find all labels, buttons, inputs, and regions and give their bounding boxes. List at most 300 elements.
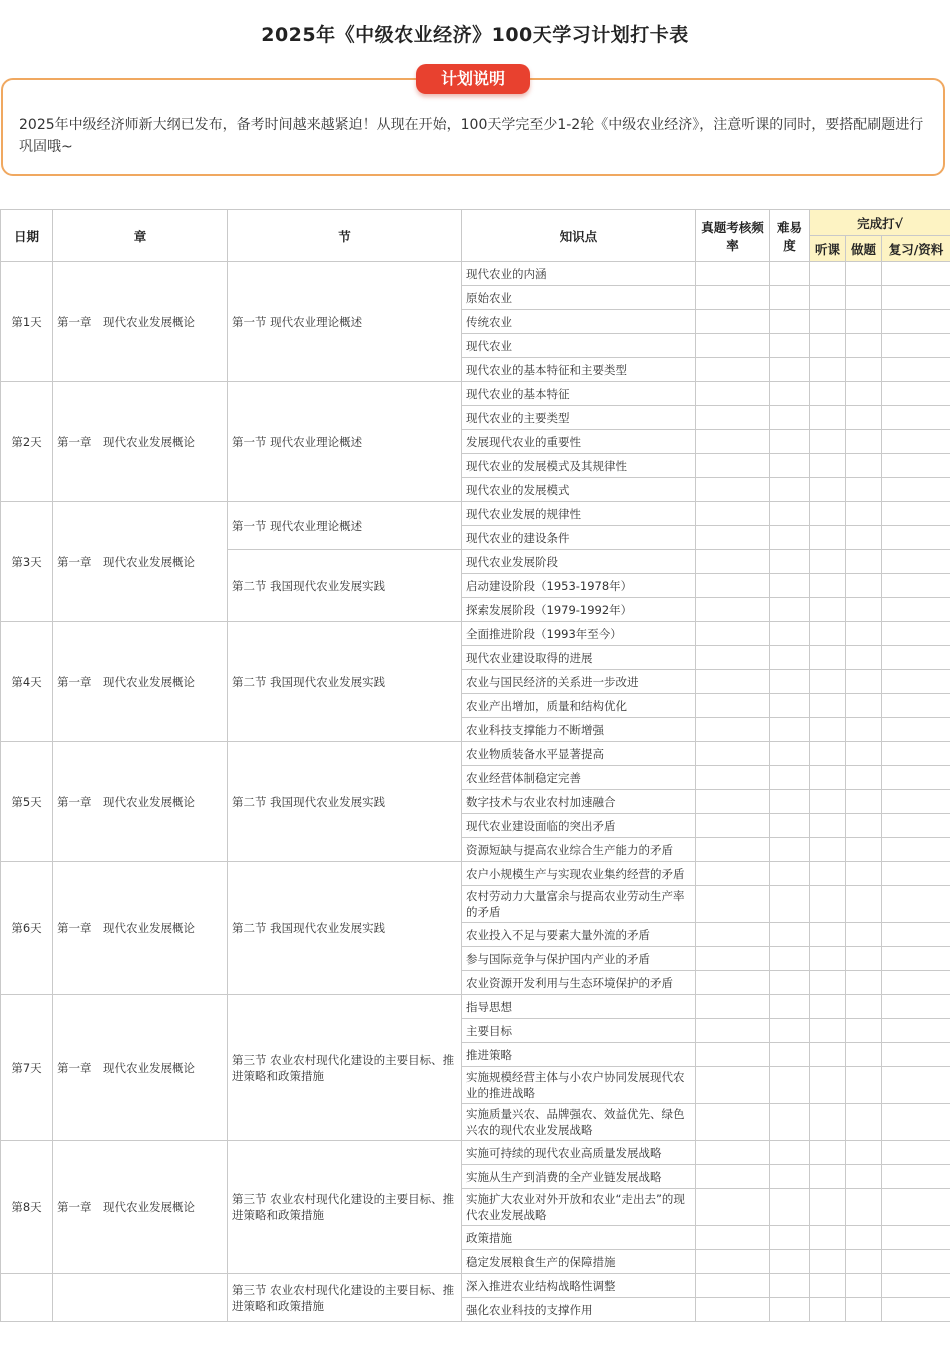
frequency-cell (696, 526, 770, 550)
review-checkbox-cell[interactable] (882, 1165, 950, 1189)
knowledge-point-cell: 稳定发展粮食生产的保障措施 (462, 1250, 696, 1274)
review-checkbox-cell[interactable] (882, 766, 950, 790)
section-cell: 第二节 我国现代农业发展实践 (228, 742, 462, 862)
frequency-cell (696, 862, 770, 886)
section-cell: 第二节 我国现代农业发展实践 (228, 622, 462, 742)
exercise-checkbox-cell[interactable] (846, 574, 882, 598)
frequency-cell (696, 622, 770, 646)
frequency-cell (696, 310, 770, 334)
knowledge-point-cell: 数字技术与农业农村加速融合 (462, 790, 696, 814)
table-row (1, 995, 950, 1019)
review-checkbox-cell[interactable] (882, 862, 950, 886)
knowledge-point-cell: 农业资源开发利用与生态环境保护的矛盾 (462, 971, 696, 995)
difficulty-cell (770, 430, 810, 454)
knowledge-point-cell: 现代农业建设取得的进展 (462, 646, 696, 670)
review-checkbox-cell[interactable] (882, 1104, 950, 1141)
exercise-checkbox-cell[interactable] (846, 310, 882, 334)
review-checkbox-cell[interactable] (882, 502, 950, 526)
difficulty-cell (770, 1189, 810, 1226)
knowledge-point-cell: 现代农业建设面临的突出矛盾 (462, 814, 696, 838)
section-cell: 第三节 农业农村现代化建设的主要目标、推进策略和政策措施 (228, 1274, 462, 1322)
review-checkbox-cell[interactable] (882, 358, 950, 382)
knowledge-point-cell: 现代农业的建设条件 (462, 526, 696, 550)
frequency-cell (696, 334, 770, 358)
knowledge-point-cell: 启动建设阶段（1953-1978年） (462, 574, 696, 598)
section-cell: 第二节 我国现代农业发展实践 (228, 550, 462, 622)
difficulty-cell (770, 262, 810, 286)
difficulty-cell (770, 923, 810, 947)
frequency-cell (696, 358, 770, 382)
exercise-checkbox-cell[interactable] (846, 1274, 882, 1298)
frequency-cell (696, 1298, 770, 1322)
difficulty-cell (770, 742, 810, 766)
listen-checkbox-cell[interactable] (810, 646, 846, 670)
review-checkbox-cell[interactable] (882, 995, 950, 1019)
knowledge-point-cell: 现代农业发展的规律性 (462, 502, 696, 526)
day-cell: 第7天 (1, 995, 53, 1141)
review-checkbox-cell[interactable] (882, 1298, 950, 1322)
difficulty-cell (770, 382, 810, 406)
difficulty-cell (770, 646, 810, 670)
review-checkbox-cell[interactable] (882, 670, 950, 694)
chapter-cell: 第一章 现代农业发展概论 (53, 382, 228, 502)
table-row (1, 622, 950, 646)
review-checkbox-cell[interactable] (882, 1189, 950, 1226)
notice-text: 2025年中级经济师新大纲已发布，备考时间越来越紧迫！从现在开始，100天学完至少1-2轮《中级农业经济》，注意听课的同时，要搭配刷题进行巩固哦~ (19, 117, 924, 155)
listen-checkbox-cell[interactable] (810, 406, 846, 430)
difficulty-cell (770, 1067, 810, 1104)
listen-checkbox-cell[interactable] (810, 1250, 846, 1274)
listen-checkbox-cell[interactable] (810, 454, 846, 478)
day-cell: 第5天 (1, 742, 53, 862)
difficulty-cell (770, 694, 810, 718)
knowledge-point-cell: 深入推进农业结构战略性调整 (462, 1274, 696, 1298)
listen-checkbox-cell[interactable] (810, 838, 846, 862)
exercise-checkbox-cell[interactable] (846, 995, 882, 1019)
review-checkbox-cell[interactable] (882, 646, 950, 670)
review-checkbox-cell[interactable] (882, 334, 950, 358)
exercise-checkbox-cell[interactable] (846, 262, 882, 286)
knowledge-point-cell: 现代农业的内涵 (462, 262, 696, 286)
knowledge-point-cell: 农业产出增加，质量和结构优化 (462, 694, 696, 718)
listen-checkbox-cell[interactable] (810, 923, 846, 947)
listen-checkbox-cell[interactable] (810, 262, 846, 286)
frequency-cell (696, 790, 770, 814)
exercise-checkbox-cell[interactable] (846, 718, 882, 742)
review-checkbox-cell[interactable] (882, 971, 950, 995)
exercise-checkbox-cell[interactable] (846, 814, 882, 838)
review-checkbox-cell[interactable] (882, 1141, 950, 1165)
frequency-cell (696, 1226, 770, 1250)
listen-checkbox-cell[interactable] (810, 718, 846, 742)
study-plan-table (0, 209, 950, 1322)
listen-checkbox-cell[interactable] (810, 670, 846, 694)
review-checkbox-cell[interactable] (882, 947, 950, 971)
chapter-cell (53, 1274, 228, 1322)
listen-checkbox-cell[interactable] (810, 886, 846, 923)
listen-checkbox-cell[interactable] (810, 286, 846, 310)
frequency-cell (696, 598, 770, 622)
exercise-checkbox-cell[interactable] (846, 478, 882, 502)
exercise-checkbox-cell[interactable] (846, 862, 882, 886)
listen-checkbox-cell[interactable] (810, 334, 846, 358)
review-checkbox-cell[interactable] (882, 526, 950, 550)
section-cell: 第一节 现代农业理论概述 (228, 502, 462, 550)
frequency-cell (696, 478, 770, 502)
page-title: 2025年《中级农业经济》100天学习计划打卡表 (261, 24, 689, 46)
chapter-cell: 第一章 现代农业发展概论 (53, 995, 228, 1141)
frequency-cell (696, 995, 770, 1019)
knowledge-point-cell: 农业经营体制稳定完善 (462, 766, 696, 790)
frequency-cell (696, 1189, 770, 1226)
frequency-cell (696, 1250, 770, 1274)
review-checkbox-cell[interactable] (882, 622, 950, 646)
review-checkbox-cell[interactable] (882, 742, 950, 766)
exercise-checkbox-cell[interactable] (846, 1165, 882, 1189)
listen-checkbox-cell[interactable] (810, 502, 846, 526)
review-checkbox-cell[interactable] (882, 262, 950, 286)
listen-checkbox-cell[interactable] (810, 742, 846, 766)
frequency-cell (696, 502, 770, 526)
difficulty-cell (770, 670, 810, 694)
exercise-checkbox-cell[interactable] (846, 406, 882, 430)
notice-badge: 计划说明 (416, 64, 530, 94)
listen-checkbox-cell[interactable] (810, 1141, 846, 1165)
difficulty-cell (770, 358, 810, 382)
review-checkbox-cell[interactable] (882, 310, 950, 334)
review-checkbox-cell[interactable] (882, 1019, 950, 1043)
exercise-checkbox-cell[interactable] (846, 923, 882, 947)
knowledge-point-cell: 农业科技支撑能力不断增强 (462, 718, 696, 742)
difficulty-cell (770, 838, 810, 862)
exercise-checkbox-cell[interactable] (846, 622, 882, 646)
review-checkbox-cell[interactable] (882, 718, 950, 742)
header-completion: 完成打√ (810, 210, 950, 236)
listen-checkbox-cell[interactable] (810, 550, 846, 574)
exercise-checkbox-cell[interactable] (846, 334, 882, 358)
knowledge-point-cell: 现代农业的发展模式及其规律性 (462, 454, 696, 478)
chapter-cell: 第一章 现代农业发展概论 (53, 862, 228, 995)
review-checkbox-cell[interactable] (882, 382, 950, 406)
frequency-cell (696, 1104, 770, 1141)
knowledge-point-cell: 参与国际竞争与保护国内产业的矛盾 (462, 947, 696, 971)
review-checkbox-cell[interactable] (882, 406, 950, 430)
listen-checkbox-cell[interactable] (810, 995, 846, 1019)
knowledge-point-cell: 推进策略 (462, 1043, 696, 1067)
header-exercise: 做题 (846, 236, 882, 262)
exercise-checkbox-cell[interactable] (846, 1104, 882, 1141)
difficulty-cell (770, 971, 810, 995)
knowledge-point-cell: 现代农业的主要类型 (462, 406, 696, 430)
knowledge-point-cell: 现代农业的发展模式 (462, 478, 696, 502)
section-cell: 第一节 现代农业理论概述 (228, 382, 462, 502)
review-checkbox-cell[interactable] (882, 790, 950, 814)
difficulty-cell (770, 574, 810, 598)
frequency-cell (696, 814, 770, 838)
knowledge-point-cell: 资源短缺与提高农业综合生产能力的矛盾 (462, 838, 696, 862)
frequency-cell (696, 670, 770, 694)
review-checkbox-cell[interactable] (882, 1250, 950, 1274)
knowledge-point-cell: 农业物质装备水平显著提高 (462, 742, 696, 766)
chapter-cell: 第一章 现代农业发展概论 (53, 262, 228, 382)
listen-checkbox-cell[interactable] (810, 814, 846, 838)
section-cell: 第三节 农业农村现代化建设的主要目标、推进策略和政策措施 (228, 1141, 462, 1274)
review-checkbox-cell[interactable] (882, 574, 950, 598)
section-cell: 第一节 现代农业理论概述 (228, 262, 462, 382)
knowledge-point-cell: 现代农业的基本特征和主要类型 (462, 358, 696, 382)
knowledge-point-cell: 实施扩大农业对外开放和农业“走出去”的现代农业发展战略 (462, 1189, 696, 1226)
frequency-cell (696, 742, 770, 766)
review-checkbox-cell[interactable] (882, 1274, 950, 1298)
table-row (1, 1274, 950, 1298)
listen-checkbox-cell[interactable] (810, 1226, 846, 1250)
frequency-cell (696, 262, 770, 286)
difficulty-cell (770, 1141, 810, 1165)
review-checkbox-cell[interactable] (882, 454, 950, 478)
knowledge-point-cell: 全面推进阶段（1993年至今） (462, 622, 696, 646)
frequency-cell (696, 923, 770, 947)
exercise-checkbox-cell[interactable] (846, 694, 882, 718)
knowledge-point-cell: 农业与国民经济的关系进一步改进 (462, 670, 696, 694)
difficulty-cell (770, 598, 810, 622)
difficulty-cell (770, 1165, 810, 1189)
listen-checkbox-cell[interactable] (810, 622, 846, 646)
frequency-cell (696, 971, 770, 995)
exercise-checkbox-cell[interactable] (846, 838, 882, 862)
listen-checkbox-cell[interactable] (810, 310, 846, 334)
day-cell (1, 1274, 53, 1322)
exercise-checkbox-cell[interactable] (846, 790, 882, 814)
exercise-checkbox-cell[interactable] (846, 598, 882, 622)
day-cell: 第3天 (1, 502, 53, 622)
difficulty-cell (770, 406, 810, 430)
difficulty-cell (770, 286, 810, 310)
listen-checkbox-cell[interactable] (810, 526, 846, 550)
frequency-cell (696, 718, 770, 742)
header-review: 复习/资料 (882, 236, 950, 262)
difficulty-cell (770, 1226, 810, 1250)
chapter-cell: 第一章 现代农业发展概论 (53, 1141, 228, 1274)
knowledge-point-cell: 现代农业的基本特征 (462, 382, 696, 406)
frequency-cell (696, 1274, 770, 1298)
difficulty-cell (770, 790, 810, 814)
header-difficulty: 难易度 (770, 210, 810, 262)
frequency-cell (696, 574, 770, 598)
review-checkbox-cell[interactable] (882, 838, 950, 862)
knowledge-point-cell: 政策措施 (462, 1226, 696, 1250)
table-row (1, 502, 950, 526)
exercise-checkbox-cell[interactable] (846, 1298, 882, 1322)
header-exam-frequency: 真题考核频率 (696, 210, 770, 262)
knowledge-point-cell: 探索发展阶段（1979-1992年） (462, 598, 696, 622)
listen-checkbox-cell[interactable] (810, 862, 846, 886)
exercise-checkbox-cell[interactable] (846, 1250, 882, 1274)
exercise-checkbox-cell[interactable] (846, 670, 882, 694)
difficulty-cell (770, 478, 810, 502)
frequency-cell (696, 766, 770, 790)
frequency-cell (696, 646, 770, 670)
review-checkbox-cell[interactable] (882, 598, 950, 622)
difficulty-cell (770, 1019, 810, 1043)
listen-checkbox-cell[interactable] (810, 1274, 846, 1298)
difficulty-cell (770, 1104, 810, 1141)
exercise-checkbox-cell[interactable] (846, 1043, 882, 1067)
review-checkbox-cell[interactable] (882, 923, 950, 947)
knowledge-point-cell: 原始农业 (462, 286, 696, 310)
frequency-cell (696, 1019, 770, 1043)
table-row (1, 262, 950, 286)
header-date: 日期 (1, 210, 53, 262)
review-checkbox-cell[interactable] (882, 286, 950, 310)
exercise-checkbox-cell[interactable] (846, 1226, 882, 1250)
review-checkbox-cell[interactable] (882, 886, 950, 923)
review-checkbox-cell[interactable] (882, 814, 950, 838)
difficulty-cell (770, 454, 810, 478)
exercise-checkbox-cell[interactable] (846, 742, 882, 766)
difficulty-cell (770, 526, 810, 550)
listen-checkbox-cell[interactable] (810, 1104, 846, 1141)
difficulty-cell (770, 622, 810, 646)
exercise-checkbox-cell[interactable] (846, 430, 882, 454)
frequency-cell (696, 694, 770, 718)
day-cell: 第2天 (1, 382, 53, 502)
listen-checkbox-cell[interactable] (810, 382, 846, 406)
knowledge-point-cell: 发展现代农业的重要性 (462, 430, 696, 454)
listen-checkbox-cell[interactable] (810, 790, 846, 814)
exercise-checkbox-cell[interactable] (846, 550, 882, 574)
frequency-cell (696, 1043, 770, 1067)
difficulty-cell (770, 502, 810, 526)
difficulty-cell (770, 550, 810, 574)
exercise-checkbox-cell[interactable] (846, 454, 882, 478)
section-cell: 第二节 我国现代农业发展实践 (228, 862, 462, 995)
frequency-cell (696, 1141, 770, 1165)
frequency-cell (696, 886, 770, 923)
table-row (1, 742, 950, 766)
difficulty-cell (770, 766, 810, 790)
day-cell: 第6天 (1, 862, 53, 995)
exercise-checkbox-cell[interactable] (846, 886, 882, 923)
frequency-cell (696, 1067, 770, 1104)
review-checkbox-cell[interactable] (882, 1226, 950, 1250)
exercise-checkbox-cell[interactable] (846, 1189, 882, 1226)
frequency-cell (696, 382, 770, 406)
frequency-cell (696, 454, 770, 478)
frequency-cell (696, 838, 770, 862)
knowledge-point-cell: 农业投入不足与要素大量外流的矛盾 (462, 923, 696, 947)
chapter-cell: 第一章 现代农业发展概论 (53, 742, 228, 862)
listen-checkbox-cell[interactable] (810, 1043, 846, 1067)
review-checkbox-cell[interactable] (882, 694, 950, 718)
listen-checkbox-cell[interactable] (810, 430, 846, 454)
review-checkbox-cell[interactable] (882, 478, 950, 502)
listen-checkbox-cell[interactable] (810, 766, 846, 790)
review-checkbox-cell[interactable] (882, 550, 950, 574)
knowledge-point-cell: 实施质量兴农、品牌强农、效益优先、绿色兴农的现代农业发展战略 (462, 1104, 696, 1141)
exercise-checkbox-cell[interactable] (846, 1067, 882, 1104)
table-row (1, 382, 950, 406)
listen-checkbox-cell[interactable] (810, 971, 846, 995)
difficulty-cell (770, 862, 810, 886)
header-knowledge-point: 知识点 (462, 210, 696, 262)
knowledge-point-cell: 农村劳动力大量富余与提高农业劳动生产率的矛盾 (462, 886, 696, 923)
knowledge-point-cell: 实施从生产到消费的全产业链发展战略 (462, 1165, 696, 1189)
frequency-cell (696, 406, 770, 430)
section-cell: 第三节 农业农村现代化建设的主要目标、推进策略和政策措施 (228, 995, 462, 1141)
difficulty-cell (770, 1043, 810, 1067)
knowledge-point-cell: 强化农业科技的支撑作用 (462, 1298, 696, 1322)
difficulty-cell (770, 995, 810, 1019)
header-section: 节 (228, 210, 462, 262)
listen-checkbox-cell[interactable] (810, 358, 846, 382)
frequency-cell (696, 947, 770, 971)
knowledge-point-cell: 现代农业发展阶段 (462, 550, 696, 574)
frequency-cell (696, 286, 770, 310)
knowledge-point-cell: 传统农业 (462, 310, 696, 334)
difficulty-cell (770, 1298, 810, 1322)
exercise-checkbox-cell[interactable] (846, 1141, 882, 1165)
header-listen: 听课 (810, 236, 846, 262)
knowledge-point-cell: 指导思想 (462, 995, 696, 1019)
header-chapter: 章 (53, 210, 228, 262)
listen-checkbox-cell[interactable] (810, 1019, 846, 1043)
exercise-checkbox-cell[interactable] (846, 947, 882, 971)
exercise-checkbox-cell[interactable] (846, 1019, 882, 1043)
listen-checkbox-cell[interactable] (810, 574, 846, 598)
difficulty-cell (770, 1250, 810, 1274)
review-checkbox-cell[interactable] (882, 430, 950, 454)
listen-checkbox-cell[interactable] (810, 694, 846, 718)
day-cell: 第4天 (1, 622, 53, 742)
difficulty-cell (770, 1274, 810, 1298)
knowledge-point-cell: 现代农业 (462, 334, 696, 358)
difficulty-cell (770, 334, 810, 358)
listen-checkbox-cell[interactable] (810, 478, 846, 502)
difficulty-cell (770, 886, 810, 923)
plan-body (1, 262, 950, 1322)
exercise-checkbox-cell[interactable] (846, 971, 882, 995)
table-row (1, 862, 950, 886)
chapter-cell: 第一章 现代农业发展概论 (53, 502, 228, 622)
table-row (1, 1141, 950, 1165)
listen-checkbox-cell[interactable] (810, 947, 846, 971)
chapter-cell: 第一章 现代农业发展概论 (53, 622, 228, 742)
difficulty-cell (770, 718, 810, 742)
listen-checkbox-cell[interactable] (810, 1298, 846, 1322)
review-checkbox-cell[interactable] (882, 1043, 950, 1067)
knowledge-point-cell: 农户小规模生产与实现农业集约经营的矛盾 (462, 862, 696, 886)
difficulty-cell (770, 310, 810, 334)
knowledge-point-cell: 实施规模经营主体与小农户协同发展现代农业的推进战略 (462, 1067, 696, 1104)
listen-checkbox-cell[interactable] (810, 1067, 846, 1104)
difficulty-cell (770, 947, 810, 971)
exercise-checkbox-cell[interactable] (846, 286, 882, 310)
exercise-checkbox-cell[interactable] (846, 358, 882, 382)
exercise-checkbox-cell[interactable] (846, 766, 882, 790)
frequency-cell (696, 550, 770, 574)
listen-checkbox-cell[interactable] (810, 1165, 846, 1189)
difficulty-cell (770, 814, 810, 838)
review-checkbox-cell[interactable] (882, 1067, 950, 1104)
exercise-checkbox-cell[interactable] (846, 502, 882, 526)
listen-checkbox-cell[interactable] (810, 598, 846, 622)
exercise-checkbox-cell[interactable] (846, 646, 882, 670)
day-cell: 第1天 (1, 262, 53, 382)
listen-checkbox-cell[interactable] (810, 1189, 846, 1226)
exercise-checkbox-cell[interactable] (846, 382, 882, 406)
knowledge-point-cell: 实施可持续的现代农业高质量发展战略 (462, 1141, 696, 1165)
exercise-checkbox-cell[interactable] (846, 526, 882, 550)
